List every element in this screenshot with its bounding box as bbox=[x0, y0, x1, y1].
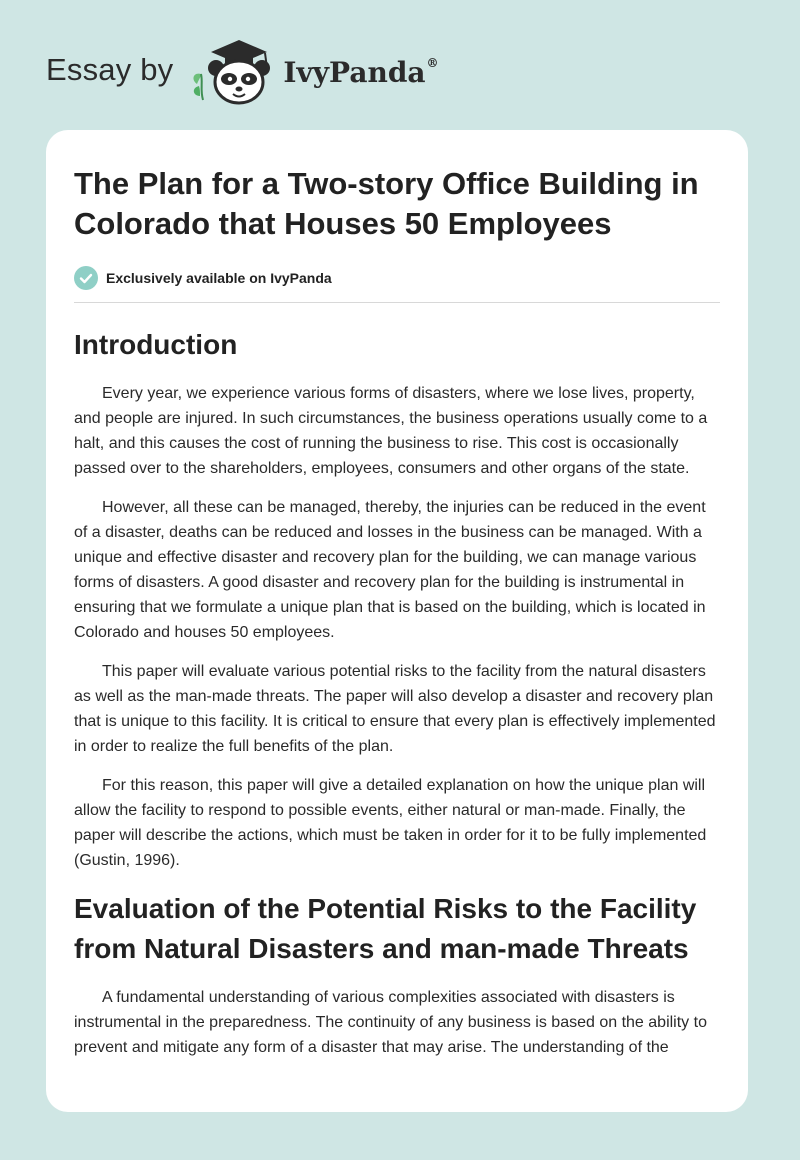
site-header bbox=[46, 34, 439, 106]
paragraph: This paper will evaluate various potential risks to the facility from the natural disasters as well as the man-made threats. The paper will also develop a disaster and recovery plan that is unique to this facility. It is critical to ensure that every plan is effectively implemented in order to realize the full benefits of the plan. bbox=[74, 663, 716, 755]
ivypanda-logo-icon[interactable] bbox=[187, 34, 279, 106]
section-heading-introduction: Introduction bbox=[74, 329, 238, 360]
paragraph: For this reason, this paper will give a detailed explanation on how the unique plan will allow the facility to respond to possible events, either natural or man-made. Finally, the paper will describe the actions, which must be taken in order for it to be fully implemented (Gustin, 1996). bbox=[74, 777, 707, 869]
brand-text: IvyPanda bbox=[283, 55, 426, 89]
paragraph: A fundamental understanding of various complexities associated with disasters is instrumental in the preparedness. The continuity of any business is based on the ability to prevent and mitigate any form of a disaster that may arise. The understanding of the bbox=[74, 989, 707, 1056]
check-circle-icon bbox=[74, 266, 98, 290]
brand-name[interactable] bbox=[283, 56, 438, 89]
paragraph: Every year, we experience various forms of disasters, where we lose lives, property, and people are injured. In such circumstances, the business operations usually come to a halt, and this causes the cost of running the business to rise. This cost is occasionally passed over to the shareholders, employees, consumers and other organs of the state. bbox=[74, 385, 708, 477]
essay-by-label: Essay by bbox=[46, 52, 174, 87]
exclusive-badge bbox=[74, 266, 720, 303]
section-heading-evaluation: Evaluation of the Potential Risks to the Facility from Natural Disasters and man-made Threats bbox=[74, 893, 697, 964]
paragraph: However, all these can be managed, thereby, the injuries can be reduced in the event of a disaster, deaths can be reduced and losses in the business can be managed. With a unique and effective disaster and recovery plan for the building, we can manage various forms of disasters. A good disaster and recovery plan for the building is instrumental in ensuring that we formulate a unique plan that is based on the building, which is located in Colorado and houses 50 employees. bbox=[74, 499, 706, 641]
registered-mark: ® bbox=[426, 56, 439, 71]
page-title: The Plan for a Two-story Office Building in Colorado that Houses 50 Employees bbox=[74, 166, 699, 241]
essay-card bbox=[46, 130, 748, 1112]
badge-text: Exclusively available on IvyPanda bbox=[106, 270, 332, 286]
